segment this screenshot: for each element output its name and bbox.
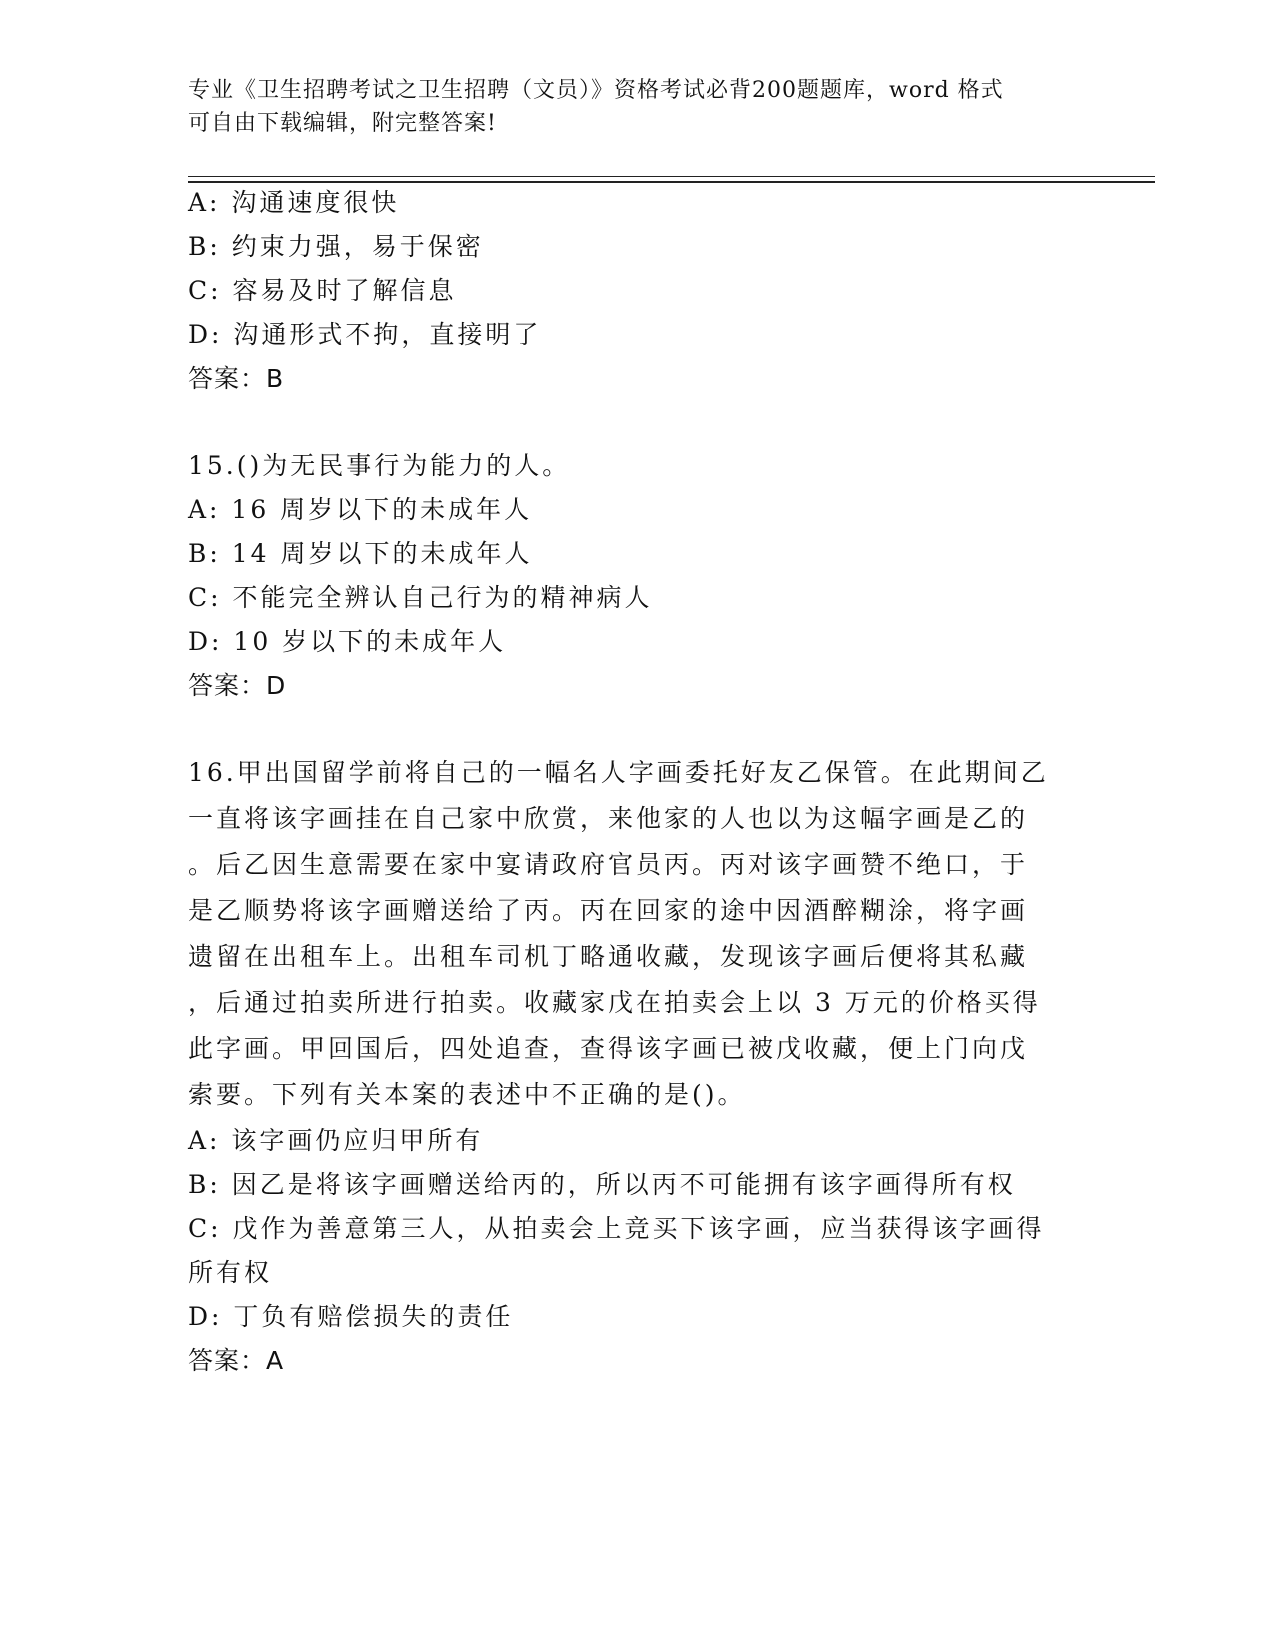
q16-option-c: C: 戊作为善意第三人，从拍卖会上竞买下该字画，应当获得该字画得 xyxy=(188,1214,1045,1243)
q15-option-b: B: 14 周岁以下的未成年人 xyxy=(188,539,533,568)
q16-option-d: D: 丁负有赔偿损失的责任 xyxy=(188,1302,514,1331)
q16-question-line: 。后乙因生意需要在家中宴请政府官员丙。丙对该字画赞不绝口，于 xyxy=(188,850,1029,879)
q16-option-b: B: 因乙是将该字画赠送给丙的，所以丙不可能拥有该字画得所有权 xyxy=(188,1170,1016,1199)
q16-option-a: A: 该字画仍应归甲所有 xyxy=(188,1126,484,1155)
q15-option-a: A: 16 周岁以下的未成年人 xyxy=(188,495,533,524)
q16-question-line: 此字画。甲回国后，四处追查，查得该字画已被戊收藏，便上门向戊 xyxy=(188,1034,1029,1063)
q16-question-line: 16.甲出国留学前将自己的一幅名人字画委托好友乙保管。在此期间乙 xyxy=(188,758,1049,787)
q16-option-c-continued: 所有权 xyxy=(188,1258,273,1287)
document-header xyxy=(188,74,1088,140)
q16-question-line: 索要。下列有关本案的表述中不正确的是()。 xyxy=(188,1080,746,1109)
q15-question: 15.()为无民事行为能力的人。 xyxy=(188,451,571,480)
q14-option-d: D: 沟通形式不拘，直接明了 xyxy=(188,320,542,349)
q14-option-c: C: 容易及时了解信息 xyxy=(188,276,457,305)
header-line-2: 可自由下载编辑，附完整答案! xyxy=(188,111,497,136)
q14-option-b: B: 约束力强，易于保密 xyxy=(188,232,484,261)
header-divider-thin xyxy=(188,176,1155,177)
q16-answer: 答案：A xyxy=(188,1346,285,1375)
q16-question-line: 遗留在出租车上。出租车司机丁略通收藏，发现该字画后便将其私藏 xyxy=(188,942,1029,971)
q16-question-line: 一直将该字画挂在自己家中欣赏，来他家的人也以为这幅字画是乙的 xyxy=(188,804,1029,833)
q16-question-line: ，后通过拍卖所进行拍卖。收藏家戊在拍卖会上以 3 万元的价格买得 xyxy=(188,988,1041,1017)
q15-answer: 答案：D xyxy=(188,671,287,700)
q15-option-d: D: 10 岁以下的未成年人 xyxy=(188,627,507,656)
q16-question xyxy=(188,750,1068,1118)
q14-answer: 答案：B xyxy=(188,364,285,393)
header-line-1: 专业《卫生招聘考试之卫生招聘（文员）》资格考试必背200题题库，word 格式 xyxy=(188,78,1004,103)
q15-option-c: C: 不能完全辨认自己行为的精神病人 xyxy=(188,583,653,612)
q16-question-line: 是乙顺势将该字画赠送给了丙。丙在回家的途中因酒醉糊涂，将字画 xyxy=(188,896,1029,925)
q14-option-a: A: 沟通速度很快 xyxy=(188,188,400,217)
